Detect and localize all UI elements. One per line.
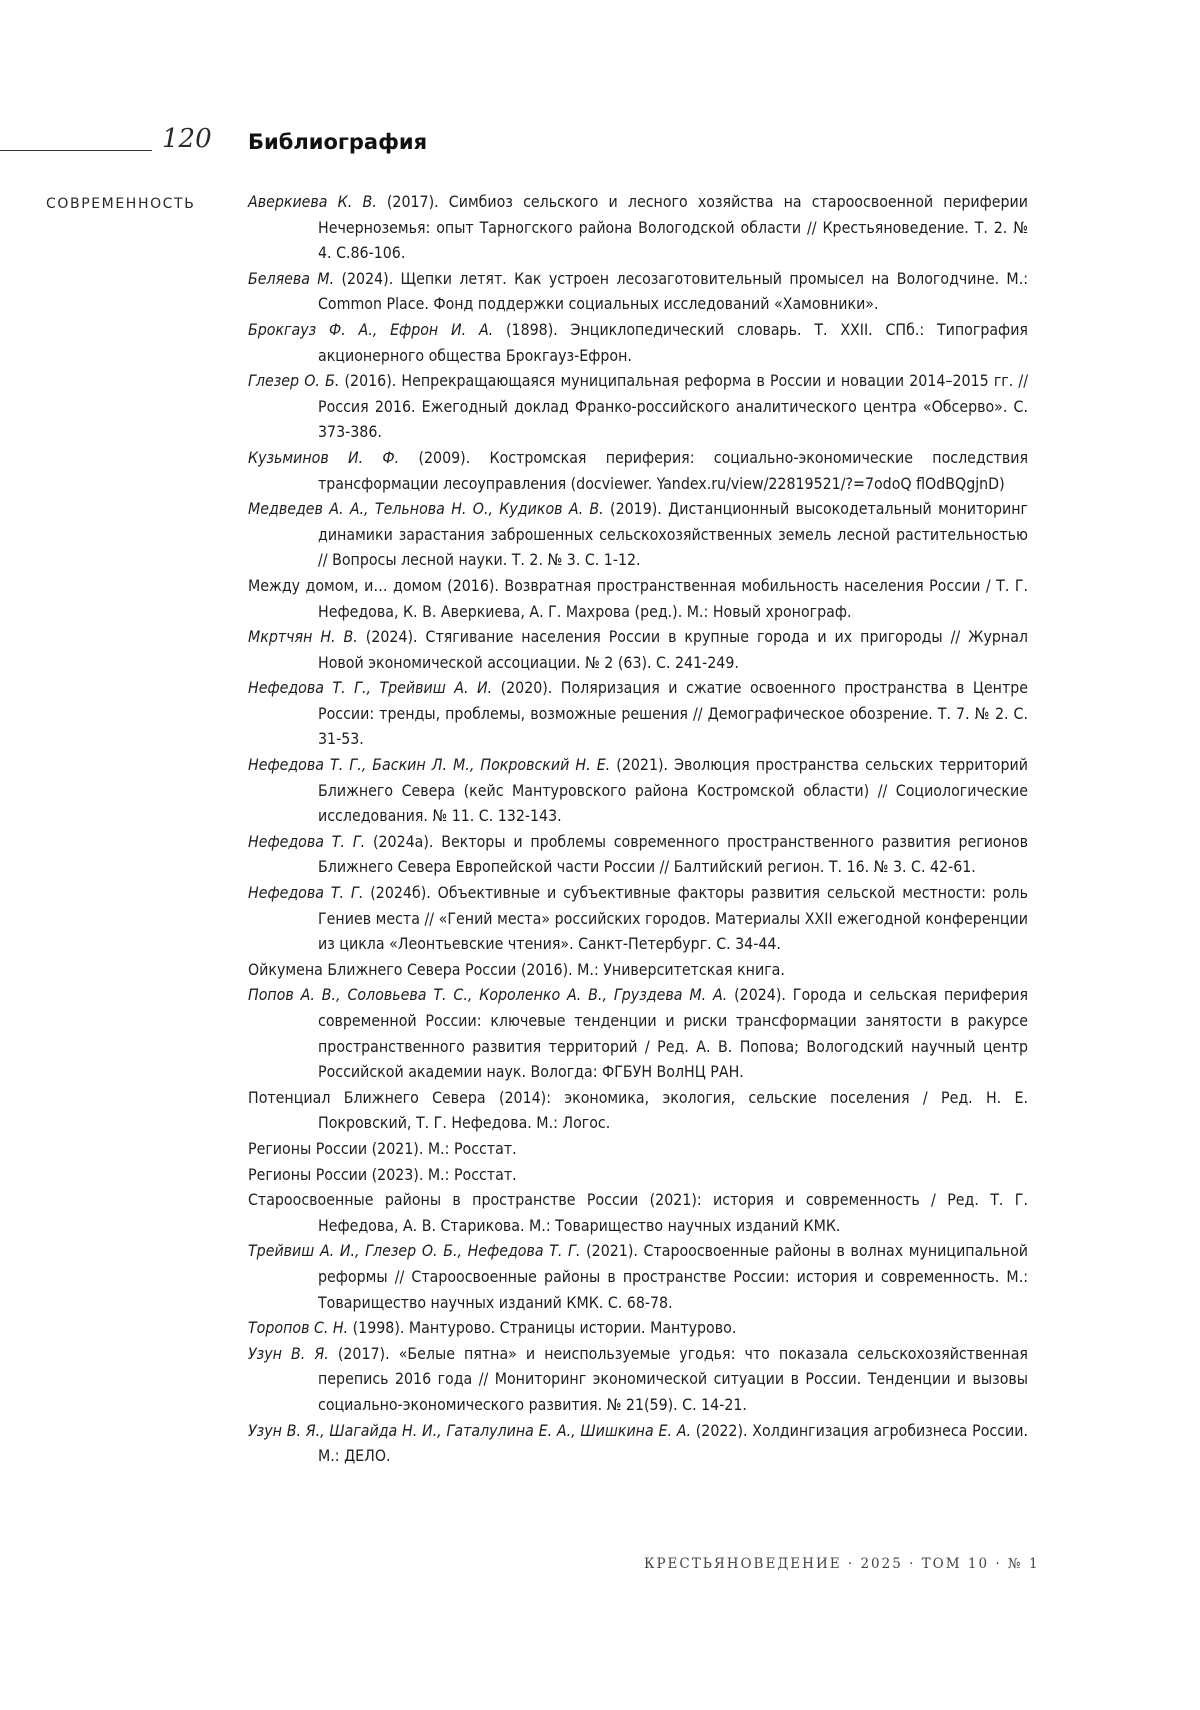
entry-text: Ойкумена Ближнего Севера России (2016). М.: Университетская книга.	[248, 960, 785, 979]
entry-authors: Торопов С. Н.	[248, 1318, 348, 1337]
entry-text: (2021). Староосвоенные районы в волнах муниципальной реформы // Староосвоенные районы в пространстве России: история и современность. М.: Товарищество научных изданий КМК. С. 68-78.	[318, 1241, 1028, 1311]
entry-authors: Медведев А. А., Тельнова Н. О., Кудиков А. В.	[248, 499, 604, 518]
entry-text: (2024). Щепки летят. Как устроен лесозаготовительный промысел на Вологодчине. М.: Common Place. Фонд поддержки социальных исследований «Хамовники».	[318, 269, 1028, 314]
bibliography-entry	[248, 829, 1028, 880]
entry-text: (1898). Энциклопедический словарь. Т. XXII. СПб.: Типография акционерного общества Брокгауз-Ефрон.	[318, 320, 1028, 365]
bibliography-entry	[248, 266, 1028, 317]
bibliography-entry	[248, 982, 1028, 1084]
entry-authors: Узун В. Я.	[248, 1344, 329, 1363]
bibliography-entry	[248, 957, 1028, 983]
entry-text: Между домом, и… домом (2016). Возвратная пространственная мобильность населения России / Т. Г. Нефедова, К. В. Аверкиева, А. Г. Махрова (ред.). М.: Новый хронограф.	[248, 576, 1028, 621]
entry-text: (2020). Поляризация и сжатие освоенного пространства в Центре России: тренды, проблемы, возможные решения // Демографическое обозрение. Т. 7. № 2. С. 31-53.	[318, 678, 1028, 748]
entry-text: (2024б). Объективные и субъективные факторы развития сельской местности: роль Гениев места // «Гений места» российских городов. Материалы XXII ежегодной конференции из цикла «Леонтьевские чтения». Санкт-Петербург. С. 34-44.	[318, 883, 1028, 953]
entry-authors: Трейвиш А. И., Глезер О. Б., Нефедова Т. Г.	[248, 1241, 580, 1260]
bibliography-entry	[248, 880, 1028, 957]
bibliography-entry	[248, 573, 1028, 624]
entry-text: Регионы России (2023). М.: Росстат.	[248, 1165, 517, 1184]
entry-text: (2021). Эволюция пространства сельских территорий Ближнего Севера (кейс Мантуровского района Костромской области) // Социологические исследования. № 11. С. 132-143.	[318, 755, 1028, 825]
section-title: Библиография	[248, 132, 427, 153]
entry-authors: Брокгауз Ф. А., Ефрон И. А.	[248, 320, 493, 339]
entry-text: (2024а). Векторы и проблемы современного пространственного развития регионов Ближнего Севера Европейской части России // Балтийский регион. Т. 16. № 3. С. 42-61.	[318, 832, 1028, 877]
bibliography-entry	[248, 368, 1028, 445]
bibliography-entry	[248, 1085, 1028, 1136]
entry-text: Регионы России (2021). М.: Росстат.	[248, 1139, 517, 1158]
bibliography-entry	[248, 1418, 1028, 1469]
entry-authors: Нефедова Т. Г.	[248, 883, 363, 902]
bibliography-entry	[248, 496, 1028, 573]
entry-authors: Нефедова Т. Г., Баскин Л. М., Покровский Н. Е.	[248, 755, 610, 774]
entry-authors: Глезер О. Б.	[248, 371, 339, 390]
side-section-label: СОВРЕМЕННОСТЬ	[46, 196, 195, 212]
header-rule	[0, 150, 152, 151]
bibliography-entry	[248, 1238, 1028, 1315]
page-number: 120	[162, 126, 212, 152]
bibliography-entry	[248, 1187, 1028, 1238]
entry-text: (2019). Дистанционный высокодетальный мониторинг динамики зарастания заброшенных сельскохозяйственных земель лесной растительностью // Вопросы лесной науки. Т. 2. № 3. С. 1-12.	[318, 499, 1028, 569]
entry-authors: Нефедова Т. Г., Трейвиш А. И.	[248, 678, 492, 697]
bibliography-entry	[248, 752, 1028, 829]
bibliography-entry	[248, 1315, 1028, 1341]
entry-authors: Беляева М.	[248, 269, 334, 288]
entry-text: (2017). Симбиоз сельского и лесного хозяйства на староосвоенной периферии Нечерноземья: опыт Тарногского района Вологодской области // Крестьяноведение. Т. 2. № 4. С.86-106.	[318, 192, 1028, 262]
entry-text: Потенциал Ближнего Севера (2014): экономика, экология, сельские поселения / Ред. Н. Е. Покровский, Т. Г. Нефедова. М.: Логос.	[248, 1088, 1028, 1133]
bibliography-entry	[248, 1162, 1028, 1188]
entry-text: (2024). Города и сельская периферия современной России: ключевые тенденции и риски трансформации занятости в ракурсе пространственного развития территорий / Ред. А. В. Попова; Вологодский научный центр Российской академии наук. Вологда: ФГБУН ВолНЦ РАН.	[318, 985, 1028, 1081]
bibliography-entry	[248, 189, 1028, 266]
entry-authors: Узун В. Я., Шагайда Н. И., Гаталулина Е. А., Шишкина Е. А.	[248, 1421, 691, 1440]
entry-authors: Нефедова Т. Г.	[248, 832, 365, 851]
bibliography-entry	[248, 624, 1028, 675]
bibliography-entry	[248, 1136, 1028, 1162]
bibliography-entry	[248, 445, 1028, 496]
entry-text: (2009). Костромская периферия: социально-экономические последствия трансформации лесоуправления (docviewer. Yandex.ru/view/22819521/?=7odoQ flOdBQgjnD)	[318, 448, 1028, 493]
entry-text: (2017). «Белые пятна» и неиспользуемые угодья: что показала сельскохозяйственная перепись 2016 года // Мониторинг экономической ситуации в России. Тенденции и вызовы социально-экономического развития. № 21(59). С. 14-21.	[318, 1344, 1028, 1414]
journal-footer: КРЕСТЬЯНОВЕДЕНИЕ · 2025 · ТОМ 10 · № 1	[644, 1556, 1028, 1572]
entry-authors: Мкртчян Н. В.	[248, 627, 358, 646]
entry-text: (2016). Непрекращающаяся муниципальная реформа в России и новации 2014–2015 гг. // Россия 2016. Ежегодный доклад Франко-российского аналитического центра «Обсерво». С. 373-386.	[318, 371, 1028, 441]
entry-authors: Кузьминов И. Ф.	[248, 448, 399, 467]
entry-authors: Попов А. В., Соловьева Т. С., Короленко А. В., Груздева М. А.	[248, 985, 727, 1004]
entry-text: (2024). Стягивание населения России в крупные города и их пригороды // Журнал Новой экономической ассоциации. № 2 (63). С. 241-249.	[318, 627, 1028, 672]
bibliography-list	[248, 189, 1028, 1469]
bibliography-entry	[248, 1341, 1028, 1418]
entry-text: Староосвоенные районы в пространстве России (2021): история и современность / Ред. Т. Г. Нефедова, А. В. Старикова. М.: Товарищество научных изданий КМК.	[248, 1190, 1028, 1235]
entry-text: (1998). Мантурово. Страницы истории. Мантурово.	[348, 1318, 736, 1337]
bibliography-entry	[248, 675, 1028, 752]
bibliography-entry	[248, 317, 1028, 368]
entry-authors: Аверкиева К. В.	[248, 192, 377, 211]
entry-text: (2022). Холдингизация агробизнеса России. М.: ДЕЛО.	[318, 1421, 1028, 1466]
